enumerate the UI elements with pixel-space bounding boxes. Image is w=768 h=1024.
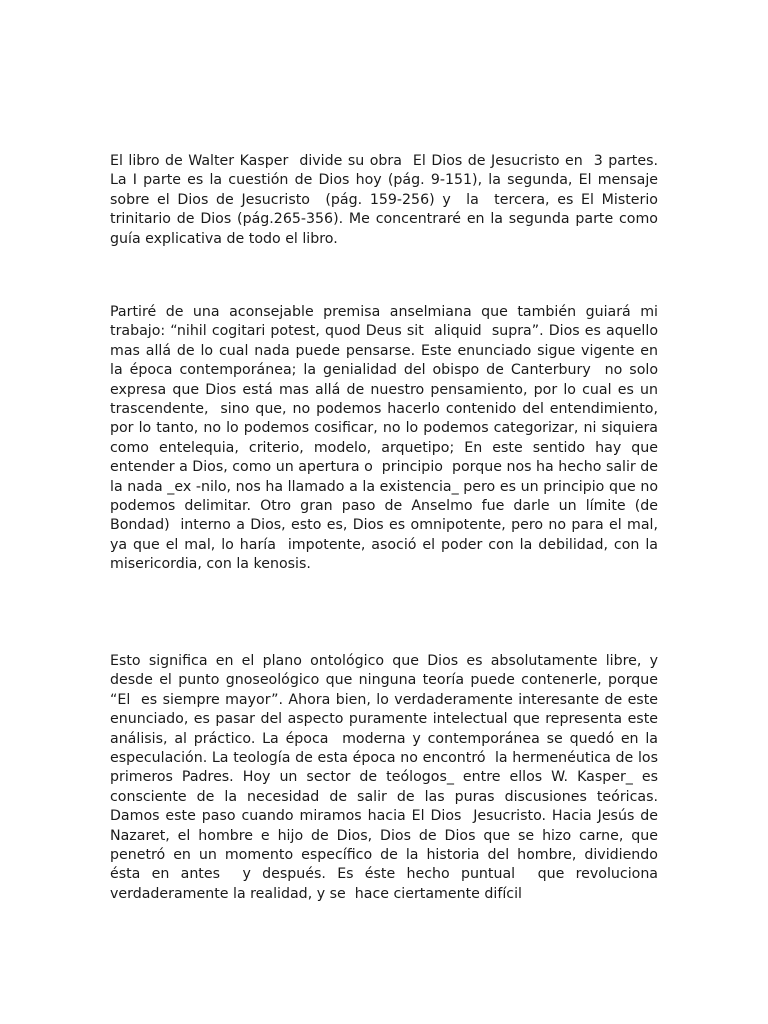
paragraph-ontological: Esto significa en el plano ontológico que Dios es absolutamente libre, y desde el punto gnoseológico que ninguna teoría puede contenerle, porque “El es siempre mayor”. Ahora bien, lo verdaderamente interesante de este enunciado, es pasar del aspecto puramente intelectual que representa este análisis, al práctico. La época moderna y contemporánea se quedó en la especulación. La teología de esta época no encontró la hermenéutica de los primeros Padres. Hoy un sector de teólogos_ entre ellos W. Kasper_ es consciente de la necesidad de salir de las puras discusiones teóricas. Damos este paso cuando miramos hacia El Dios Jesucristo. Hacia Jesús de Nazaret, el hombre e hijo de Dios, Dios de Dios que se hizo carne, que penetró en un momento específico de la historia del hombre, dividiendo ésta en antes y después. Es éste hecho puntual que revoluciona verdaderamente la realidad, y se hace ciertamente difícil <box>110 653 668 902</box>
paragraph-anselm-premise: Partiré de una aconsejable premisa anselmiana que también guiará mi trabajo: “nihil cogitari potest, quod Deus sit aliquid supra”. Dios es aquello mas allá de lo cual nada puede pensarse. Este enunciado sigue vigente en la época contemporánea; la genialidad del obispo de Canterbury no solo expresa que Dios está mas allá de nuestro pensamiento, por lo cual es un trascendente, sino que, no podemos hacerlo contenido del entendimiento, por lo tanto, no lo podemos cosificar, no lo podemos categorizar, ni siquiera como entelequia, criterio, modelo, arquetipo; En este sentido hay que entender a Dios, como un apertura o principio porque nos ha hecho salir de la nada _ex -nilo, nos ha llamado a la existencia_ pero es un principio que no podemos delimitar. Otro gran paso de Anselmo fue darle un límite (de Bondad) interno a Dios, esto es, Dios es omnipotente, pero no para el mal, ya que el mal, lo haría impotente, asoció el poder con la debilidad, con la misericordia, con la kenosis. <box>110 304 668 573</box>
paragraph-intro: El libro de Walter Kasper divide su obra El Dios de Jesucristo en 3 partes. La I parte es la cuestión de Dios hoy (pág. 9-151), la segunda, El mensaje sobre el Dios de Jesucristo (pág. 159-256) y la tercera, es El Misterio trinitario de Dios (pág.265-356). Me concentraré en la segunda parte como guía explicativa de todo el libro. <box>110 153 668 247</box>
